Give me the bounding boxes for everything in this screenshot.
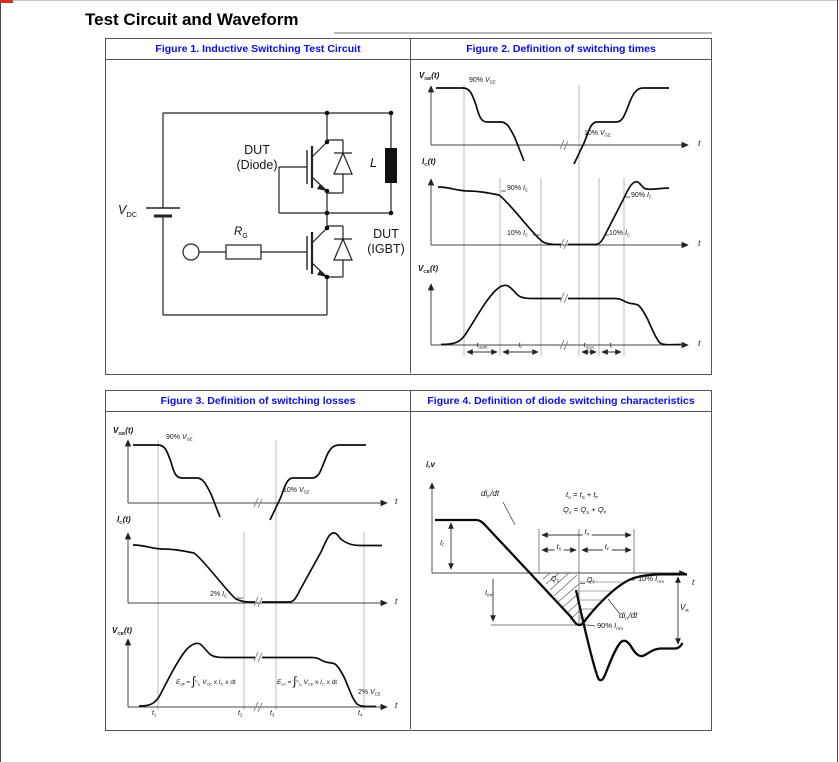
label-t-axis-a: t [698, 138, 701, 148]
label-dut-diode [229, 143, 285, 173]
label-qf: $Q_F$ [587, 577, 596, 585]
label-vge-axis-f3: $V_{GE}(t)$ [113, 426, 134, 437]
label-vdc: $V_{DC}$ [118, 203, 138, 219]
fig4-diode-characteristics [411, 412, 709, 729]
label-tf: $t_f$ [518, 342, 522, 350]
label-t3-tick: $t_3$ [270, 710, 275, 718]
label-dut-diode-line2: (Diode) [236, 158, 278, 172]
fig4-caption: Figure 4. Definition of diode switching characteristics [427, 395, 695, 407]
label-td-off: $t_{d(off)}$ [476, 342, 488, 350]
figure-table-bottom [105, 390, 712, 731]
fig3-panel [106, 412, 411, 729]
label-ic-axis: $I_C(t)$ [422, 157, 436, 168]
label-10pct-ic-right: 10% $I_C$ [609, 230, 630, 238]
label-t-axis-b: t [698, 238, 701, 248]
fig2-caption: Figure 2. Definition of switching times [466, 43, 656, 55]
label-ic-axis-f3: $I_C(t)$ [117, 515, 131, 526]
label-eoff-formula: $E_{off} = \int^{t_2}_{t_1}$ $V_{CE}$ x $I_C$ x dt [176, 674, 236, 688]
label-t-axis-c: t [698, 338, 701, 348]
fig2-panel [411, 60, 711, 373]
label-dut-diode-line1: DUT [244, 143, 270, 157]
page-edge-right [837, 0, 838, 762]
label-td-on: $t_{d(on)}$ [583, 342, 595, 350]
fig1-circuit-schematic [106, 60, 411, 373]
label-irrm: $I_{rrm}$ [485, 590, 494, 598]
label-90pct-vge: 90% $V_{GE}$ [469, 77, 496, 85]
label-vge-axis: $V_{GE}(t)$ [419, 71, 440, 82]
label-eon-formula: $E_{on} = \int^{t_4}_{t_3}$ $V_{CE}$ x $I_C$ x dt [277, 674, 338, 688]
label-t1-tick: $t_1$ [152, 710, 157, 718]
page-edge-left [0, 0, 1, 762]
label-t-axis-f3c: t [395, 700, 398, 710]
label-trr-equation: $t_{rr} = t_S + t_F$ [566, 490, 599, 500]
label-t2-tick: $t_2$ [238, 710, 243, 718]
label-vce-axis-f3: $V_{CE}(t)$ [112, 626, 133, 637]
fig2-waveforms [411, 60, 709, 373]
label-if: $I_F$ [440, 540, 445, 548]
label-2pct-vce: 2% $V_{CE}$ [358, 689, 381, 697]
label-dut-igbt-line2: (IGBT) [367, 242, 405, 256]
label-dif-dt: $di_F/dt$ [481, 489, 500, 500]
label-10pct-ic-left: 10% $I_C$ [507, 230, 528, 238]
label-ts: $t_S$ [556, 544, 562, 552]
label-10pct-irrm: 10% $I_{rrm}$ [638, 574, 664, 584]
label-t4-tick: $t_4$ [358, 710, 363, 718]
fig3-waveforms [106, 412, 411, 729]
page-edge-top [0, 0, 839, 1]
label-vr: $V_R$ [680, 603, 689, 614]
label-t-axis-f4: t [692, 577, 695, 587]
fig1-panel [106, 60, 411, 373]
label-dirr-dt: $di_{rr}/dt$ [619, 611, 638, 622]
fig3-caption: Figure 3. Definition of switching losses [106, 391, 411, 411]
label-rg: $R_G$ [234, 226, 248, 240]
label-dut-igbt-line1: DUT [373, 227, 399, 241]
label-tr: $t_r$ [609, 342, 613, 350]
label-10pct-vge: 10% $V_{GE}$ [584, 130, 611, 138]
figure-table-top [105, 38, 712, 375]
caption-row-bottom [106, 391, 711, 412]
label-2pct-ic: 2% $I_C$ [210, 591, 228, 599]
caption-row-top [106, 39, 711, 60]
label-90pct-irrm: 90% $I_{rrm}$ [597, 621, 623, 631]
table-top-shadow [334, 32, 712, 34]
label-90pct-ic-right: 90% $I_C$ [631, 192, 652, 200]
label-dut-igbt [360, 227, 412, 257]
label-qs: $Q_S$ [551, 576, 560, 584]
label-iv-axis: i,v [426, 460, 435, 469]
corner-red-mark [0, 0, 13, 3]
label-t-axis-f3b: t [395, 596, 398, 606]
fig4-panel [411, 412, 711, 729]
label-90pct-vge-f3: 90% $V_{GE}$ [166, 434, 193, 442]
label-t-axis-f3a: t [395, 496, 398, 506]
label-qrr-equation: $Q_{rr} = Q_S + Q_F$ [563, 505, 607, 515]
label-10pct-vge-f3: 10% $V_{GE}$ [283, 487, 310, 495]
label-tf: $t_F$ [604, 544, 610, 552]
label-90pct-ic-left: 90% $I_C$ [507, 185, 528, 193]
page-title: Test Circuit and Waveform [85, 10, 299, 29]
label-inductor-l: L [370, 156, 377, 170]
label-vce-axis: $V_{CE}(t)$ [418, 264, 439, 275]
label-trr: $t_{rr}$ [584, 529, 590, 537]
fig1-caption: Figure 1. Inductive Switching Test Circuit [106, 39, 411, 59]
